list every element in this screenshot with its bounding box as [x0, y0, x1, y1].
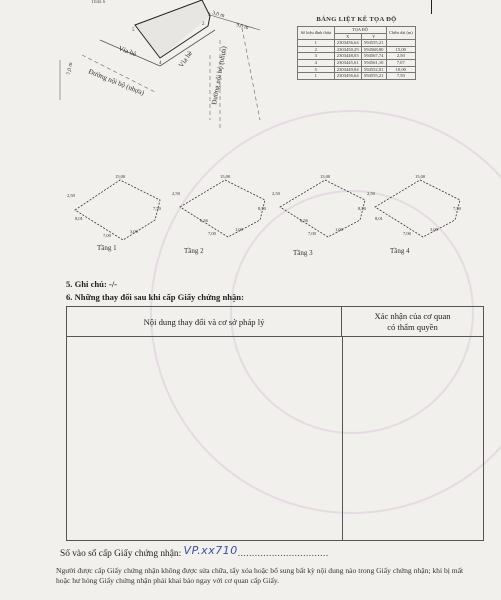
dim: 15,00: [320, 174, 331, 179]
dim: 3,00: [430, 227, 438, 232]
cell-y: 594567,74: [361, 53, 386, 60]
label-road-internal: Đường nội bộ (nhựa): [87, 67, 146, 98]
cell-y: 594552,01: [361, 66, 386, 73]
plot-sketch: [60, 0, 290, 130]
registry-dots: ................................: [237, 549, 329, 559]
table-row: [298, 66, 416, 73]
section-5-notes: 5. Ghi chú: -/-: [66, 279, 118, 289]
header-length: Chiều dài (m): [386, 27, 415, 40]
section-6-changes-title: 6. Những thay đổi sau khi cấp Giấy chứng nhận:: [66, 292, 244, 302]
cell-point: 4: [298, 59, 335, 66]
dim: 7,00: [208, 231, 216, 236]
registry-label: Số vào sổ cấp Giấy chứng nhận:: [60, 549, 182, 559]
coordinate-table-grid: [297, 26, 416, 80]
footer-note: Người được cấp Giấy chứng nhận không được sửa chữa, tẩy xóa hoặc bổ sung bất kỳ nội dung nào trong Giấy chứng nhận; khi bị mất hoặc hư hỏng Giấy chứng nhận phải khai báo ngay với cơ quan cấp Giấy.: [56, 566, 464, 585]
label-sidewalk-2: Vỉa hè: [177, 49, 195, 70]
floor-label-2: Tầng 2: [184, 247, 204, 255]
label-dim-b: 9,0 m: [235, 22, 250, 32]
cell-length: 7,07: [386, 59, 415, 66]
cell-x: 2303445,61: [334, 59, 361, 66]
cell-point: 1: [298, 73, 335, 80]
label-p2: 2: [202, 22, 205, 27]
header-x: X: [334, 33, 361, 40]
floor-3-sketch: [272, 174, 367, 237]
changes-column-divider: [342, 337, 343, 540]
coordinate-table-title: BẢNG LIỆT KÊ TỌA ĐỘ: [316, 16, 397, 23]
cell-length: [386, 40, 415, 47]
header-coord: TỌA ĐỘ: [334, 27, 386, 34]
dim: 15,00: [220, 174, 231, 179]
cell-point: 3: [298, 53, 335, 60]
dim: 15,00: [115, 174, 126, 179]
changes-header-content: Nội dung thay đổi và cơ sở pháp lý: [67, 307, 342, 337]
cell-y: 594555,21: [361, 73, 386, 80]
label-road-internal-2: Đường nội bộ (nhựa): [210, 45, 229, 106]
label-dim-a: 3,0 m: [211, 10, 226, 20]
dim: 7,00: [103, 233, 111, 238]
dim: 7,00: [403, 231, 411, 236]
cell-point: 2: [298, 46, 335, 53]
floor-label-3: Tầng 3: [293, 249, 313, 257]
dim: 2,50: [272, 191, 280, 196]
cell-x: 2303456,64: [334, 40, 361, 47]
cell-x: 2303456,64: [334, 73, 361, 80]
table-row: [298, 59, 416, 66]
confirmation-line-1: Xác nhận của cơ quan: [374, 310, 451, 321]
floor-label-4: Tầng 4: [390, 247, 410, 255]
floor-2-sketch: [172, 174, 267, 237]
header-point: Số hiệu đỉnh thửa: [298, 27, 335, 40]
table-row: [298, 73, 416, 80]
coordinate-table: [297, 16, 416, 80]
floor-4-sketch: [367, 174, 462, 237]
dim: 7,00: [308, 231, 316, 236]
dim: 8,50: [358, 206, 366, 211]
floor-sketches-svg: [60, 165, 480, 265]
dim: 8,50: [258, 206, 266, 211]
dim: 15,00: [415, 174, 426, 179]
cell-point: 5: [298, 66, 335, 73]
header-y: Y: [361, 33, 386, 40]
road-line-4: [242, 28, 260, 120]
confirmation-line-2: có thẩm quyền: [387, 321, 438, 332]
dim: 2,50: [367, 191, 375, 196]
cell-x: 2303448,03: [334, 53, 361, 60]
dim: 6,56: [300, 218, 308, 223]
floor-label-1: Tầng 1: [97, 244, 117, 252]
registry-handwritten-number: VP.xx710: [183, 544, 238, 557]
cell-length: 15,00: [386, 46, 415, 53]
plot-neighbor-label: Thửa 6: [91, 0, 106, 5]
floor-sketches: [60, 165, 480, 265]
table-row: [298, 46, 416, 53]
page-edge-line: [431, 0, 432, 14]
label-p3: 3: [208, 13, 211, 18]
cell-point: 1: [298, 40, 335, 47]
cell-y: 594555,21: [361, 40, 386, 47]
cell-y: 594561,10: [361, 59, 386, 66]
cell-y: 594568,80: [361, 46, 386, 53]
dim: 8,01: [75, 216, 83, 221]
changes-table: [66, 306, 484, 541]
label-p5: 5: [132, 28, 135, 33]
table-row: [298, 40, 416, 47]
dim: 1,00: [335, 227, 343, 232]
cell-length: 7,50: [386, 73, 415, 80]
registry-number: [60, 546, 329, 559]
dim: 6,56: [200, 218, 208, 223]
dim: 7,50: [453, 206, 461, 211]
plot-sketch-svg: [60, 0, 290, 130]
dim: 3,00: [130, 229, 138, 234]
changes-header-confirmation: [342, 307, 483, 337]
label-p4: 4: [159, 61, 162, 66]
cell-x: 2303449,84: [334, 66, 361, 73]
dim: 1,00: [235, 227, 243, 232]
cell-length: 2,50: [386, 53, 415, 60]
label-sidewalk-1: Vỉa hè: [117, 44, 138, 59]
label-dim-c: 7,0 m: [66, 61, 75, 76]
dim: 2,50: [172, 191, 180, 196]
cell-length: 10,00: [386, 66, 415, 73]
dim: 8,01: [375, 216, 383, 221]
dim: 2,50: [67, 193, 75, 198]
floor-1-sketch: [67, 174, 162, 240]
dim: 7,50: [153, 206, 161, 211]
cell-x: 2303450,29: [334, 46, 361, 53]
table-row: [298, 53, 416, 60]
